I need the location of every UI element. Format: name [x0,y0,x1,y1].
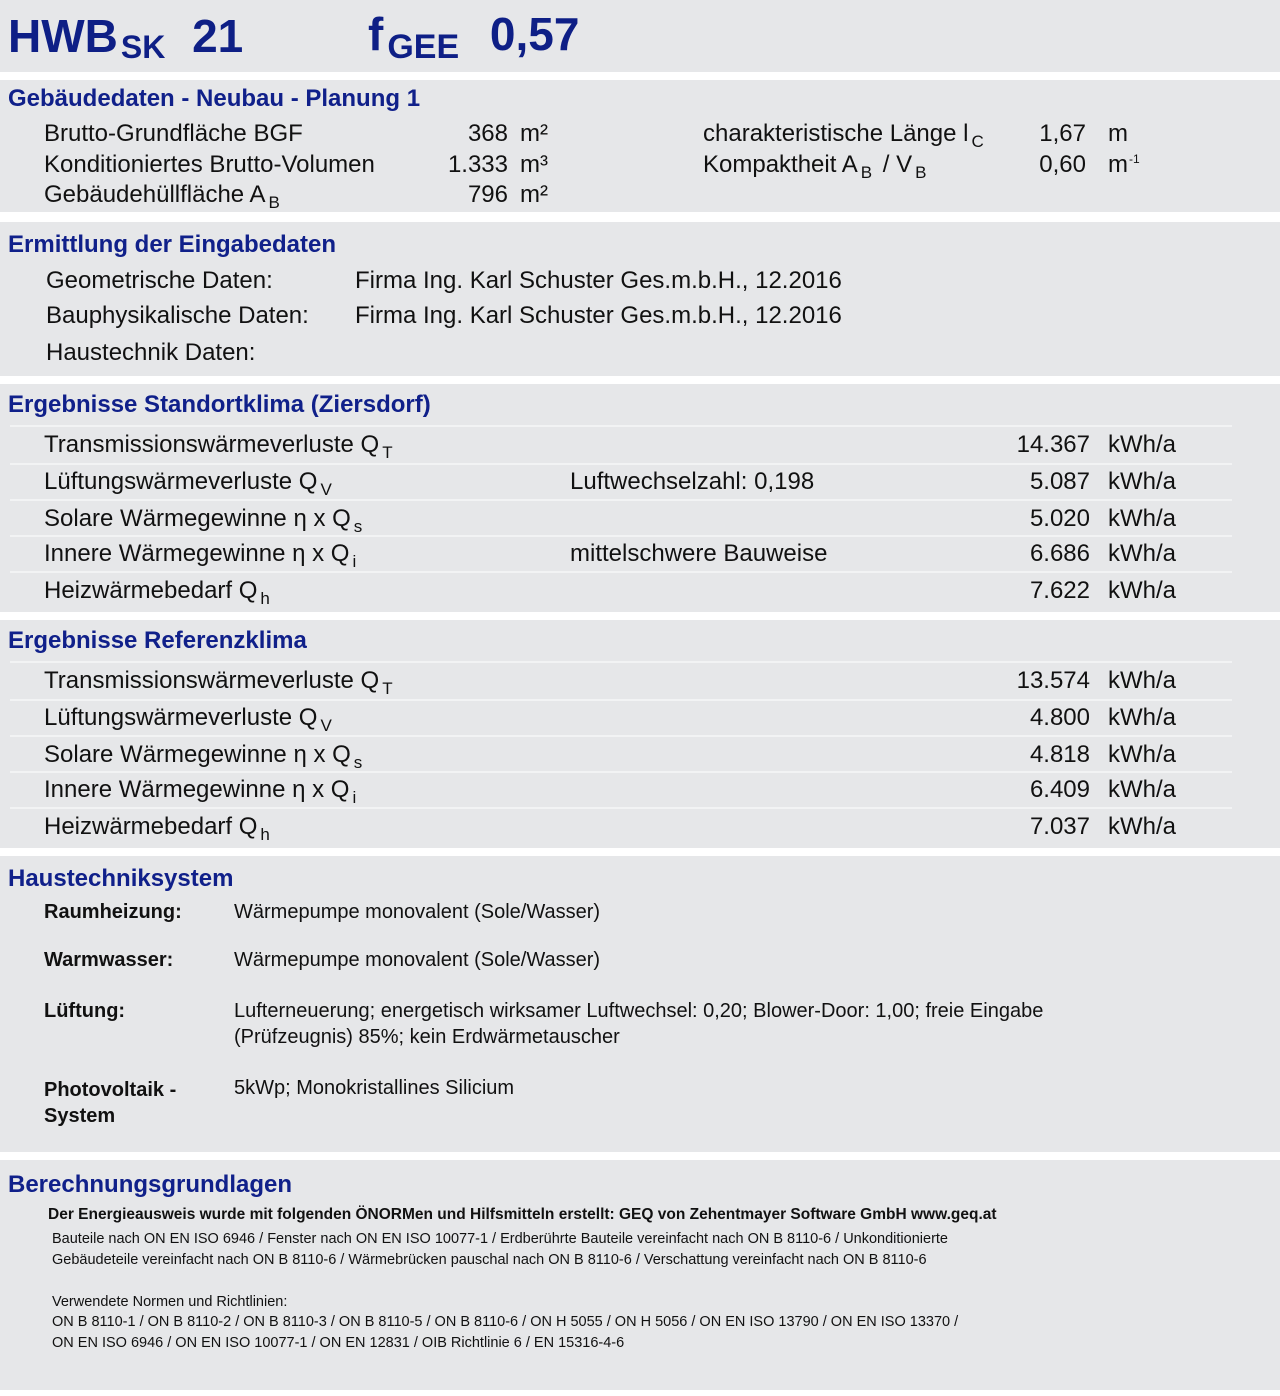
referenz-heizwaerme-label [44,813,270,843]
huelle-unit: m² [520,181,548,208]
row-divider [10,699,1232,701]
standort-innere-value: 6.686 [1029,540,1090,567]
label-sub: i [352,552,357,571]
laenge-unit: m [1108,120,1128,147]
hwb-label: HWB [8,10,118,62]
label-sub: h [260,825,270,844]
volumen-unit: m³ [520,151,548,178]
hwb-indicator [8,10,243,67]
kompakt-label [703,151,926,181]
row-divider [10,499,1232,501]
row-divider [10,535,1232,537]
eingabedaten-title: Ermittlung der Eingabedaten [8,231,337,258]
label-text: Lüftungswärmeverluste Q [44,468,318,495]
standort-innere-label [44,540,356,570]
kompakt-unit-text: m [1108,151,1128,178]
referenz-title: Ergebnisse Referenzklima [8,627,307,654]
kompakt-unit [1108,151,1140,182]
row-divider [10,661,1232,663]
label-text: Innere Wärmegewinne η x Q [44,540,350,567]
lueftung-label: Lüftung: [44,1000,126,1022]
standort-lueftung-unit: kWh/a [1108,468,1177,495]
standort-lueftung-value: 5.087 [1029,468,1090,495]
standort-transmission-label [44,431,393,461]
referenz-innere-value: 6.409 [1029,776,1090,803]
kompakt-label-b: / V [876,151,913,178]
label-sub: i [352,788,357,807]
label-text: Transmissionswärmeverluste Q [44,431,380,458]
kompakt-label-a: Kompaktheit A [703,151,858,178]
standort-transmission-value: 14.367 [1016,431,1090,458]
hwb-value: 21 [192,10,244,62]
normen-line-1: ON B 8110-1 / ON B 8110-2 / ON B 8110-3 / ON B 8110-5 / ON B 8110-6 / ON H 5055 / ON H 5056 / ON EN ISO 13790 / ON EN ISO 13370 / [52,1314,959,1330]
laenge-value: 1,67 [1039,120,1086,147]
row-divider [10,735,1232,737]
label-text: Heizwärmebedarf Q [44,577,258,604]
haustechnik-title: Haustechniksystem [8,865,234,892]
kompakt-unit-sup: -1 [1129,152,1140,166]
referenz-lueftung-value: 4.800 [1029,704,1090,731]
volumen-value: 1.333 [447,151,508,178]
standort-heizwaerme-value: 7.622 [1029,577,1090,604]
standort-lueftung-label [44,468,332,498]
referenz-solar-unit: kWh/a [1108,741,1177,768]
pv-label-line2: System [44,1105,116,1127]
kompakt-sub-a: B [860,163,873,182]
lueftung-value-line2: (Prüfzeugnis) 85%; kein Erdwärmetauscher [234,1026,620,1048]
standort-transmission-unit: kWh/a [1108,431,1177,458]
volumen-label: Konditioniertes Brutto-Volumen [44,151,375,178]
row-divider [10,425,1232,427]
fgee-subscript: GEE [387,28,460,66]
haustechnik-daten-label: Haustechnik Daten: [46,339,256,366]
standort-innere-note: mittelschwere Bauweise [570,540,828,567]
bauphysik-label: Bauphysikalische Daten: [46,302,309,329]
standort-heizwaerme-unit: kWh/a [1108,577,1177,604]
bauphysik-value: Firma Ing. Karl Schuster Ges.m.b.H., 12.2016 [355,302,842,329]
normen-title: Verwendete Normen und Richtlinien: [52,1294,288,1310]
referenz-lueftung-unit: kWh/a [1108,704,1177,731]
laenge-label [703,120,984,150]
label-sub: T [382,443,393,462]
huelle-label [44,181,280,211]
lueftung-value-line1: Lufterneuerung; energetisch wirksamer Luftwechsel: 0,20; Blower-Door: 1,00; freie Eingabe [234,1000,1044,1022]
label-text: Innere Wärmegewinne η x Q [44,776,350,803]
huelle-label-sub: B [268,193,280,212]
referenz-solar-label [44,741,362,771]
geometrie-value: Firma Ing. Karl Schuster Ges.m.b.H., 12.2016 [355,267,842,294]
label-sub: T [382,679,393,698]
bgf-unit: m² [520,120,548,147]
label-sub: s [353,517,363,536]
raumheizung-label: Raumheizung: [44,901,182,923]
standort-innere-unit: kWh/a [1108,540,1177,567]
standort-lueftung-note: Luftwechselzahl: 0,198 [570,468,815,495]
grundlagen-line-2: Gebäudeteile vereinfacht nach ON B 8110-6 / Wärmebrücken pauschal nach ON B 8110-6 / Verschattung vereinfacht nach ON B 8110-6 [52,1252,927,1268]
grundlagen-bold-line: Der Energieausweis wurde mit folgenden ÖNORMen und Hilfsmitteln erstellt: GEQ von Zehentmayer Software GmbH www.geq.at [48,1206,997,1223]
grundlagen-title: Berechnungsgrundlagen [8,1171,293,1198]
label-text: Transmissionswärmeverluste Q [44,667,380,694]
warmwasser-label: Warmwasser: [44,949,174,971]
referenz-solar-value: 4.818 [1029,741,1090,768]
bgf-label: Brutto-Grundfläche BGF [44,120,303,147]
referenz-transmission-unit: kWh/a [1108,667,1177,694]
referenz-transmission-label [44,667,393,697]
huelle-value: 796 [467,181,508,208]
referenz-transmission-value: 13.574 [1016,667,1090,694]
fgee-label: f [368,8,384,60]
row-divider [10,807,1232,809]
kompakt-value: 0,60 [1039,151,1086,178]
referenz-heizwaerme-value: 7.037 [1029,813,1090,840]
label-text: Solare Wärmegewinne η x Q [44,741,351,768]
standort-solar-label [44,505,362,535]
standort-title: Ergebnisse Standortklima (Ziersdorf) [8,391,431,418]
raumheizung-value: Wärmepumpe monovalent (Sole/Wasser) [234,901,601,923]
fgee-value: 0,57 [489,8,580,60]
normen-line-2: ON EN ISO 6946 / ON EN ISO 10077-1 / ON EN 12831 / OIB Richtlinie 6 / EN 15316-4-6 [52,1335,625,1351]
referenz-heizwaerme-unit: kWh/a [1108,813,1177,840]
standort-heizwaerme-label [44,577,270,607]
huelle-label-text: Gebäudehüllfläche A [44,181,266,208]
bgf-value: 368 [467,120,508,147]
pv-value: 5kWp; Monokristallines Silicium [234,1077,515,1099]
label-sub: V [320,480,332,499]
label-text: Lüftungswärmeverluste Q [44,704,318,731]
referenz-innere-unit: kWh/a [1108,776,1177,803]
label-sub: V [320,716,332,735]
label-sub: h [260,589,270,608]
pv-label-line1: Photovoltaik - [44,1079,177,1101]
standort-solar-value: 5.020 [1029,505,1090,532]
warmwasser-value: Wärmepumpe monovalent (Sole/Wasser) [234,949,601,971]
geometrie-label: Geometrische Daten: [46,267,273,294]
kompakt-sub-b: B [915,163,927,182]
laenge-label-sub: C [971,132,984,151]
row-divider [10,771,1232,773]
fgee-indicator [368,8,579,65]
referenz-innere-label [44,776,356,806]
label-text: Heizwärmebedarf Q [44,813,258,840]
referenz-lueftung-label [44,704,332,734]
hwb-subscript: SK [120,29,166,65]
label-sub: s [353,753,363,772]
gebaeudedaten-title: Gebäudedaten - Neubau - Planung 1 [8,85,421,112]
row-divider [10,571,1232,573]
laenge-label-text: charakteristische Länge l [703,120,969,147]
grundlagen-line-1: Bauteile nach ON EN ISO 6946 / Fenster nach ON EN ISO 10077-1 / Erdberührte Bauteile vereinfacht nach ON B 8110-6 / Unkonditionierte [52,1231,948,1247]
row-divider [10,463,1232,465]
standort-solar-unit: kWh/a [1108,505,1177,532]
label-text: Solare Wärmegewinne η x Q [44,505,351,532]
